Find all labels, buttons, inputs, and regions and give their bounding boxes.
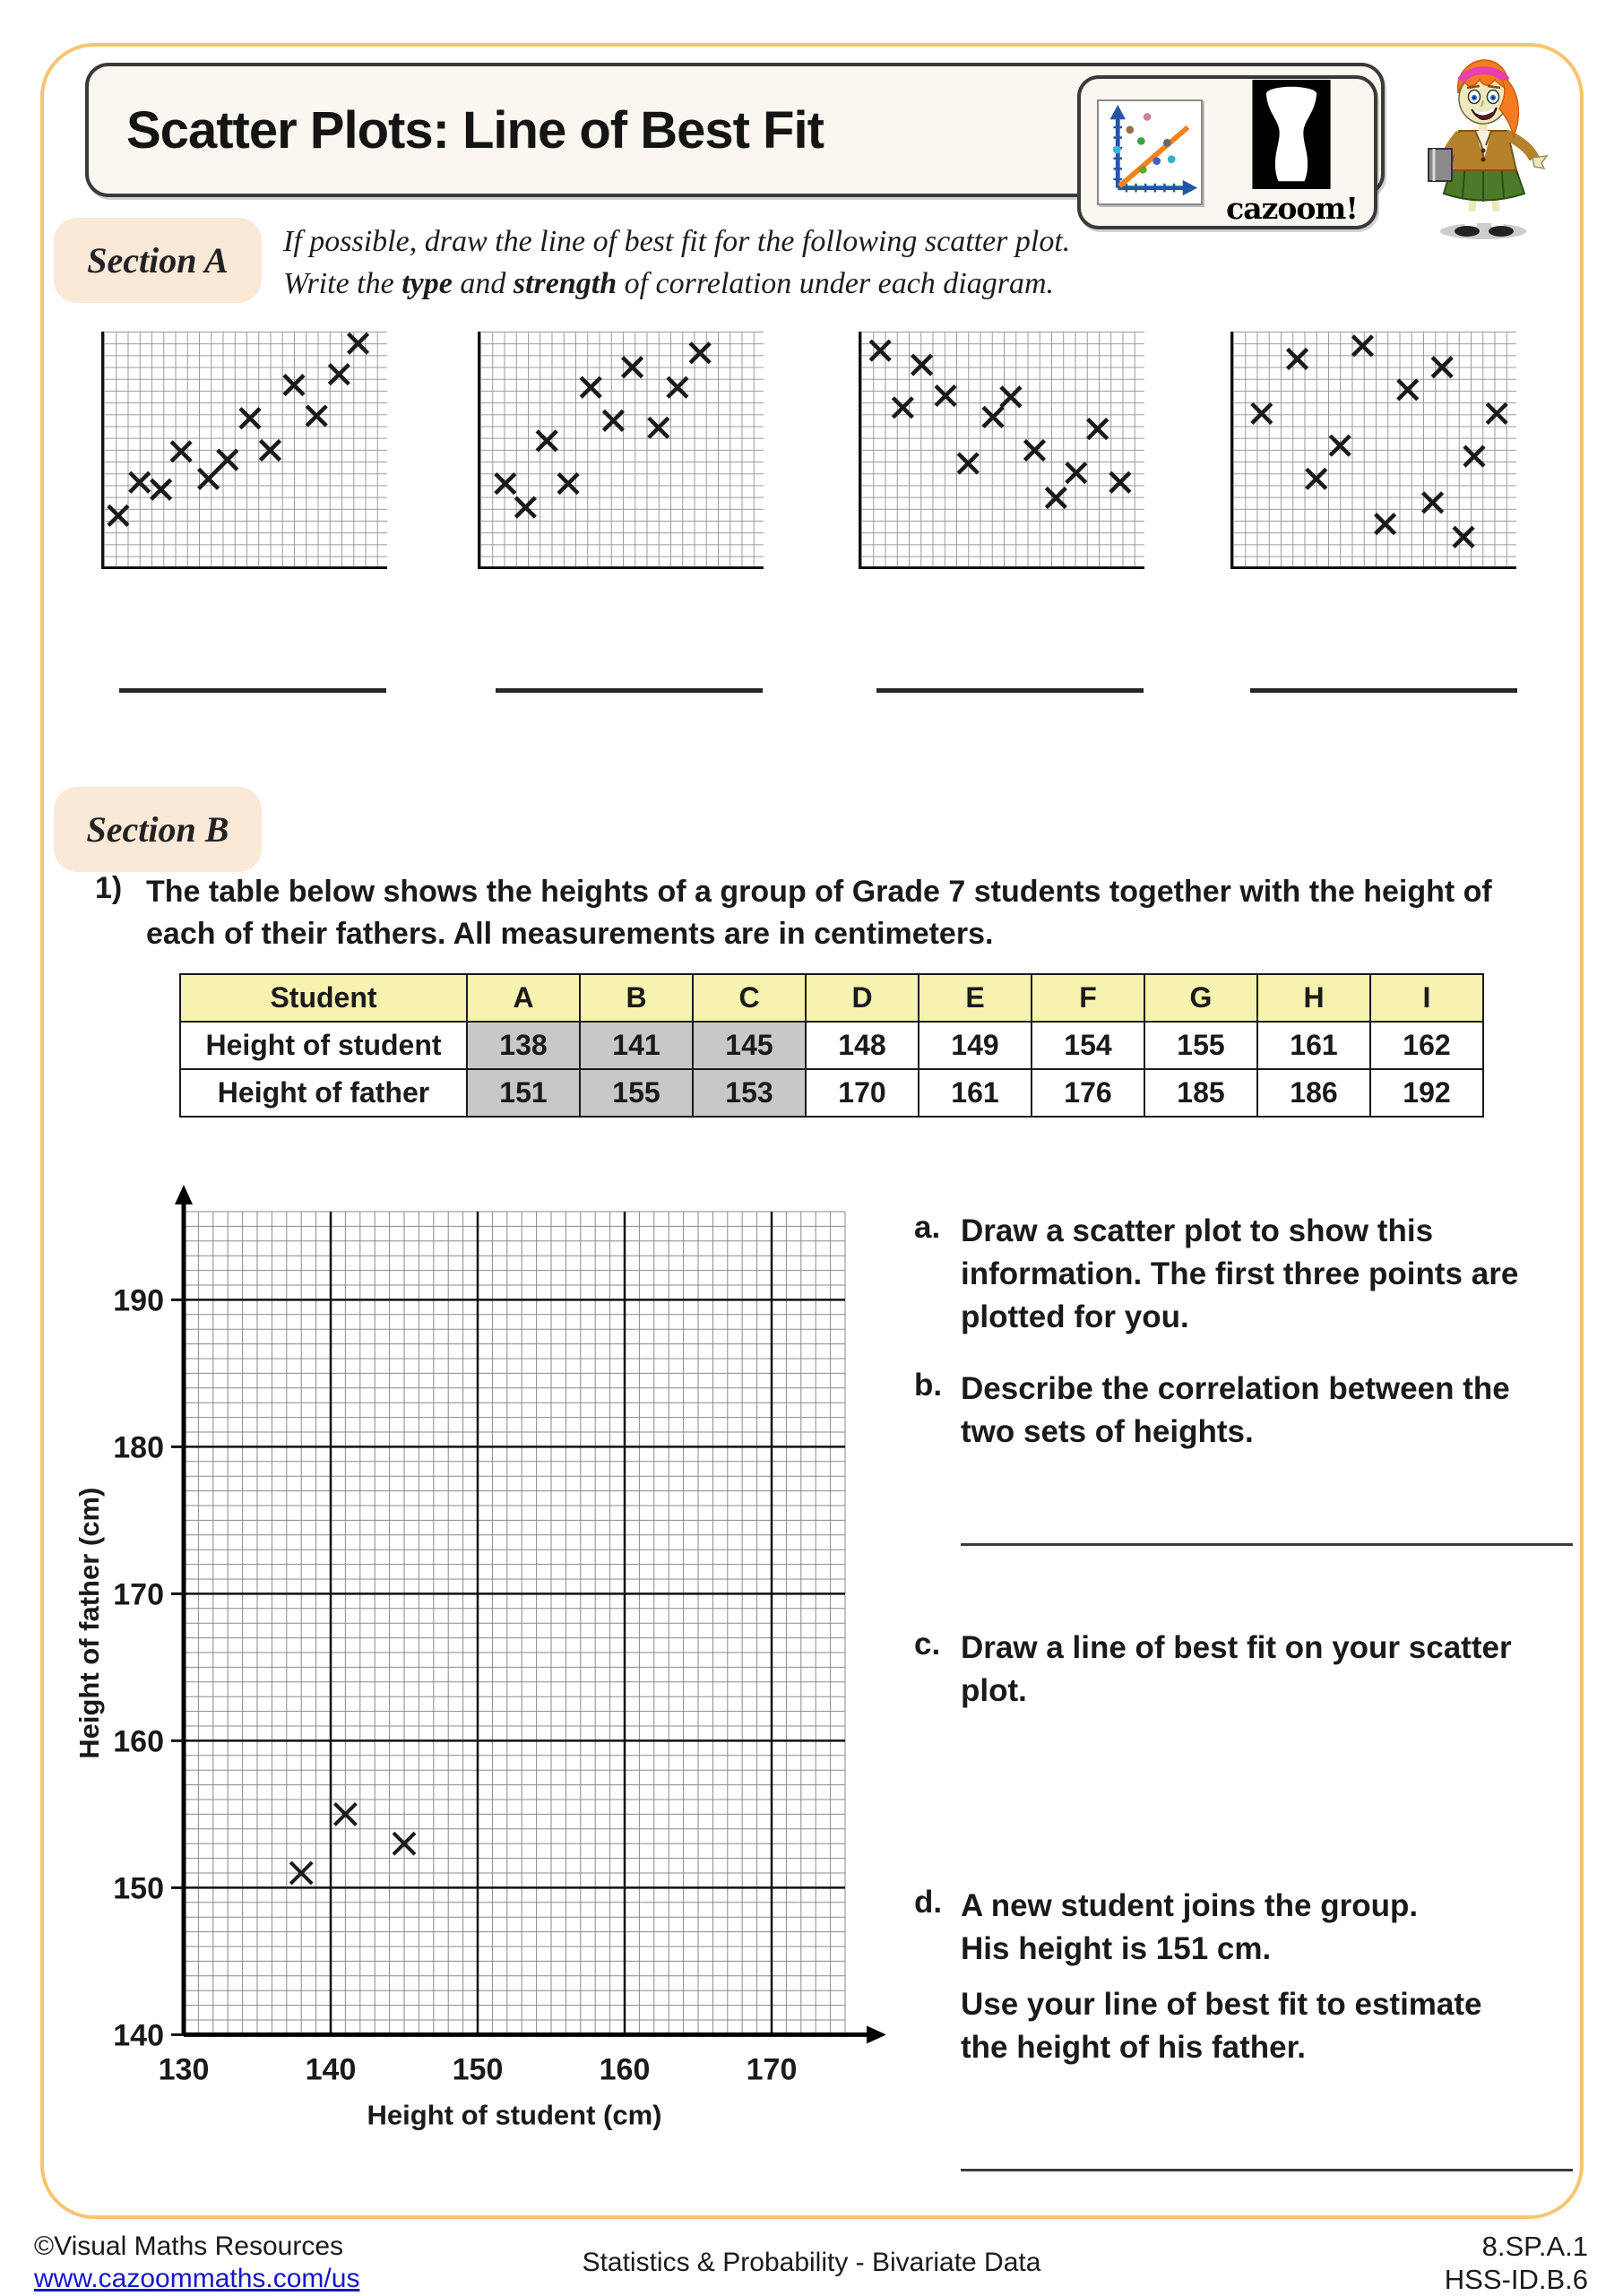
col-header-student: Student bbox=[180, 974, 467, 1022]
footer-topic-text: Statistics & Probability - Bivariate Data bbox=[582, 2248, 1041, 2277]
question-d-text-2: Use your line of best fit to estimate the height of his father. bbox=[961, 1987, 1482, 2065]
logo-box bbox=[1077, 75, 1377, 229]
y-axis-label: Height of father (cm) bbox=[73, 1487, 105, 1759]
scatter-plot-icon bbox=[1097, 99, 1203, 205]
answer-line-plot-4 bbox=[1250, 688, 1517, 693]
question-a-text: Draw a scatter plot to show this information. The first three points are plotted for you. bbox=[961, 1213, 1519, 1334]
answer-line-question-b bbox=[961, 1543, 1573, 1546]
scatter-grid-3 bbox=[859, 332, 1144, 569]
heights-table bbox=[179, 973, 1484, 1118]
question-d-text: A new student joins the group. His height is 151 cm. bbox=[961, 1888, 1419, 1966]
question-b-text: Describe the correlation between the two sets of heights. bbox=[961, 1371, 1510, 1449]
question-c-letter: c. bbox=[914, 1627, 941, 1662]
scatter-grid-2 bbox=[478, 332, 764, 569]
section-a-instructions bbox=[283, 220, 1224, 305]
section-a-label: Section A bbox=[54, 218, 262, 303]
svg-text:140: 140 bbox=[305, 2052, 357, 2087]
standard-code-2: HSS-ID.B.6 bbox=[1444, 2264, 1588, 2295]
svg-text:180: 180 bbox=[113, 1430, 164, 1465]
section-b-label: Section B bbox=[54, 787, 262, 872]
question-d-letter: d. bbox=[914, 1885, 943, 1920]
main-scatter-chart bbox=[63, 1185, 885, 2142]
answer-line-plot-3 bbox=[876, 688, 1144, 693]
instruction-line-2: Write the type and strength of correlation under each diagram. bbox=[283, 267, 1055, 300]
scatter-grid-1 bbox=[101, 332, 387, 569]
question-1-number: 1) bbox=[95, 871, 123, 905]
answer-line-question-d bbox=[961, 2169, 1573, 2171]
svg-text:170: 170 bbox=[746, 2052, 798, 2087]
answer-line-plot-1 bbox=[119, 688, 386, 693]
svg-text:190: 190 bbox=[113, 1283, 164, 1318]
svg-text:160: 160 bbox=[113, 1724, 164, 1759]
question-c-text: Draw a line of best fit on your scatter plot. bbox=[961, 1630, 1512, 1708]
svg-text:150: 150 bbox=[113, 1871, 164, 1906]
scatter-grid-4 bbox=[1230, 332, 1516, 569]
student-height-row: Height of student 138 141 145 148 149 154 155 161 162 bbox=[180, 1022, 1483, 1069]
question-a-letter: a. bbox=[914, 1210, 941, 1245]
table-header-row: Student A B C D E F G H I bbox=[180, 974, 1483, 1022]
svg-text:150: 150 bbox=[452, 2052, 504, 2087]
question-b-letter: b. bbox=[914, 1368, 943, 1403]
svg-text:160: 160 bbox=[599, 2052, 651, 2087]
cazoom-wordmark: cazoom! bbox=[1226, 190, 1358, 226]
instruction-line-1: If possible, draw the line of best fit for the following scatter plot. bbox=[283, 225, 1071, 258]
page-title: Scatter Plots: Line of Best Fit bbox=[126, 100, 824, 160]
svg-text:130: 130 bbox=[158, 2052, 210, 2087]
website-link[interactable]: www.cazoommaths.com/us bbox=[34, 2264, 360, 2293]
svg-text:170: 170 bbox=[113, 1577, 164, 1612]
mascot-girl-illustration bbox=[1398, 45, 1568, 242]
cazoom-logo bbox=[1226, 80, 1358, 226]
standard-code-1: 8.SP.A.1 bbox=[1481, 2231, 1588, 2262]
question-1-text: The table below shows the heights of a group of Grade 7 students together with the height of each of their fathers. All measurements are in centimeters. bbox=[146, 875, 1492, 951]
svg-text:140: 140 bbox=[113, 2018, 164, 2053]
answer-line-plot-2 bbox=[496, 688, 763, 693]
cazoom-drum-icon bbox=[1252, 80, 1331, 189]
copyright-text: ©Visual Maths Resources bbox=[34, 2231, 344, 2261]
x-axis-label: Height of student (cm) bbox=[367, 2099, 662, 2131]
father-height-row: Height of father 151 155 153 170 161 176 185 186 192 bbox=[180, 1069, 1483, 1117]
standards-codes bbox=[1273, 2230, 1588, 2296]
